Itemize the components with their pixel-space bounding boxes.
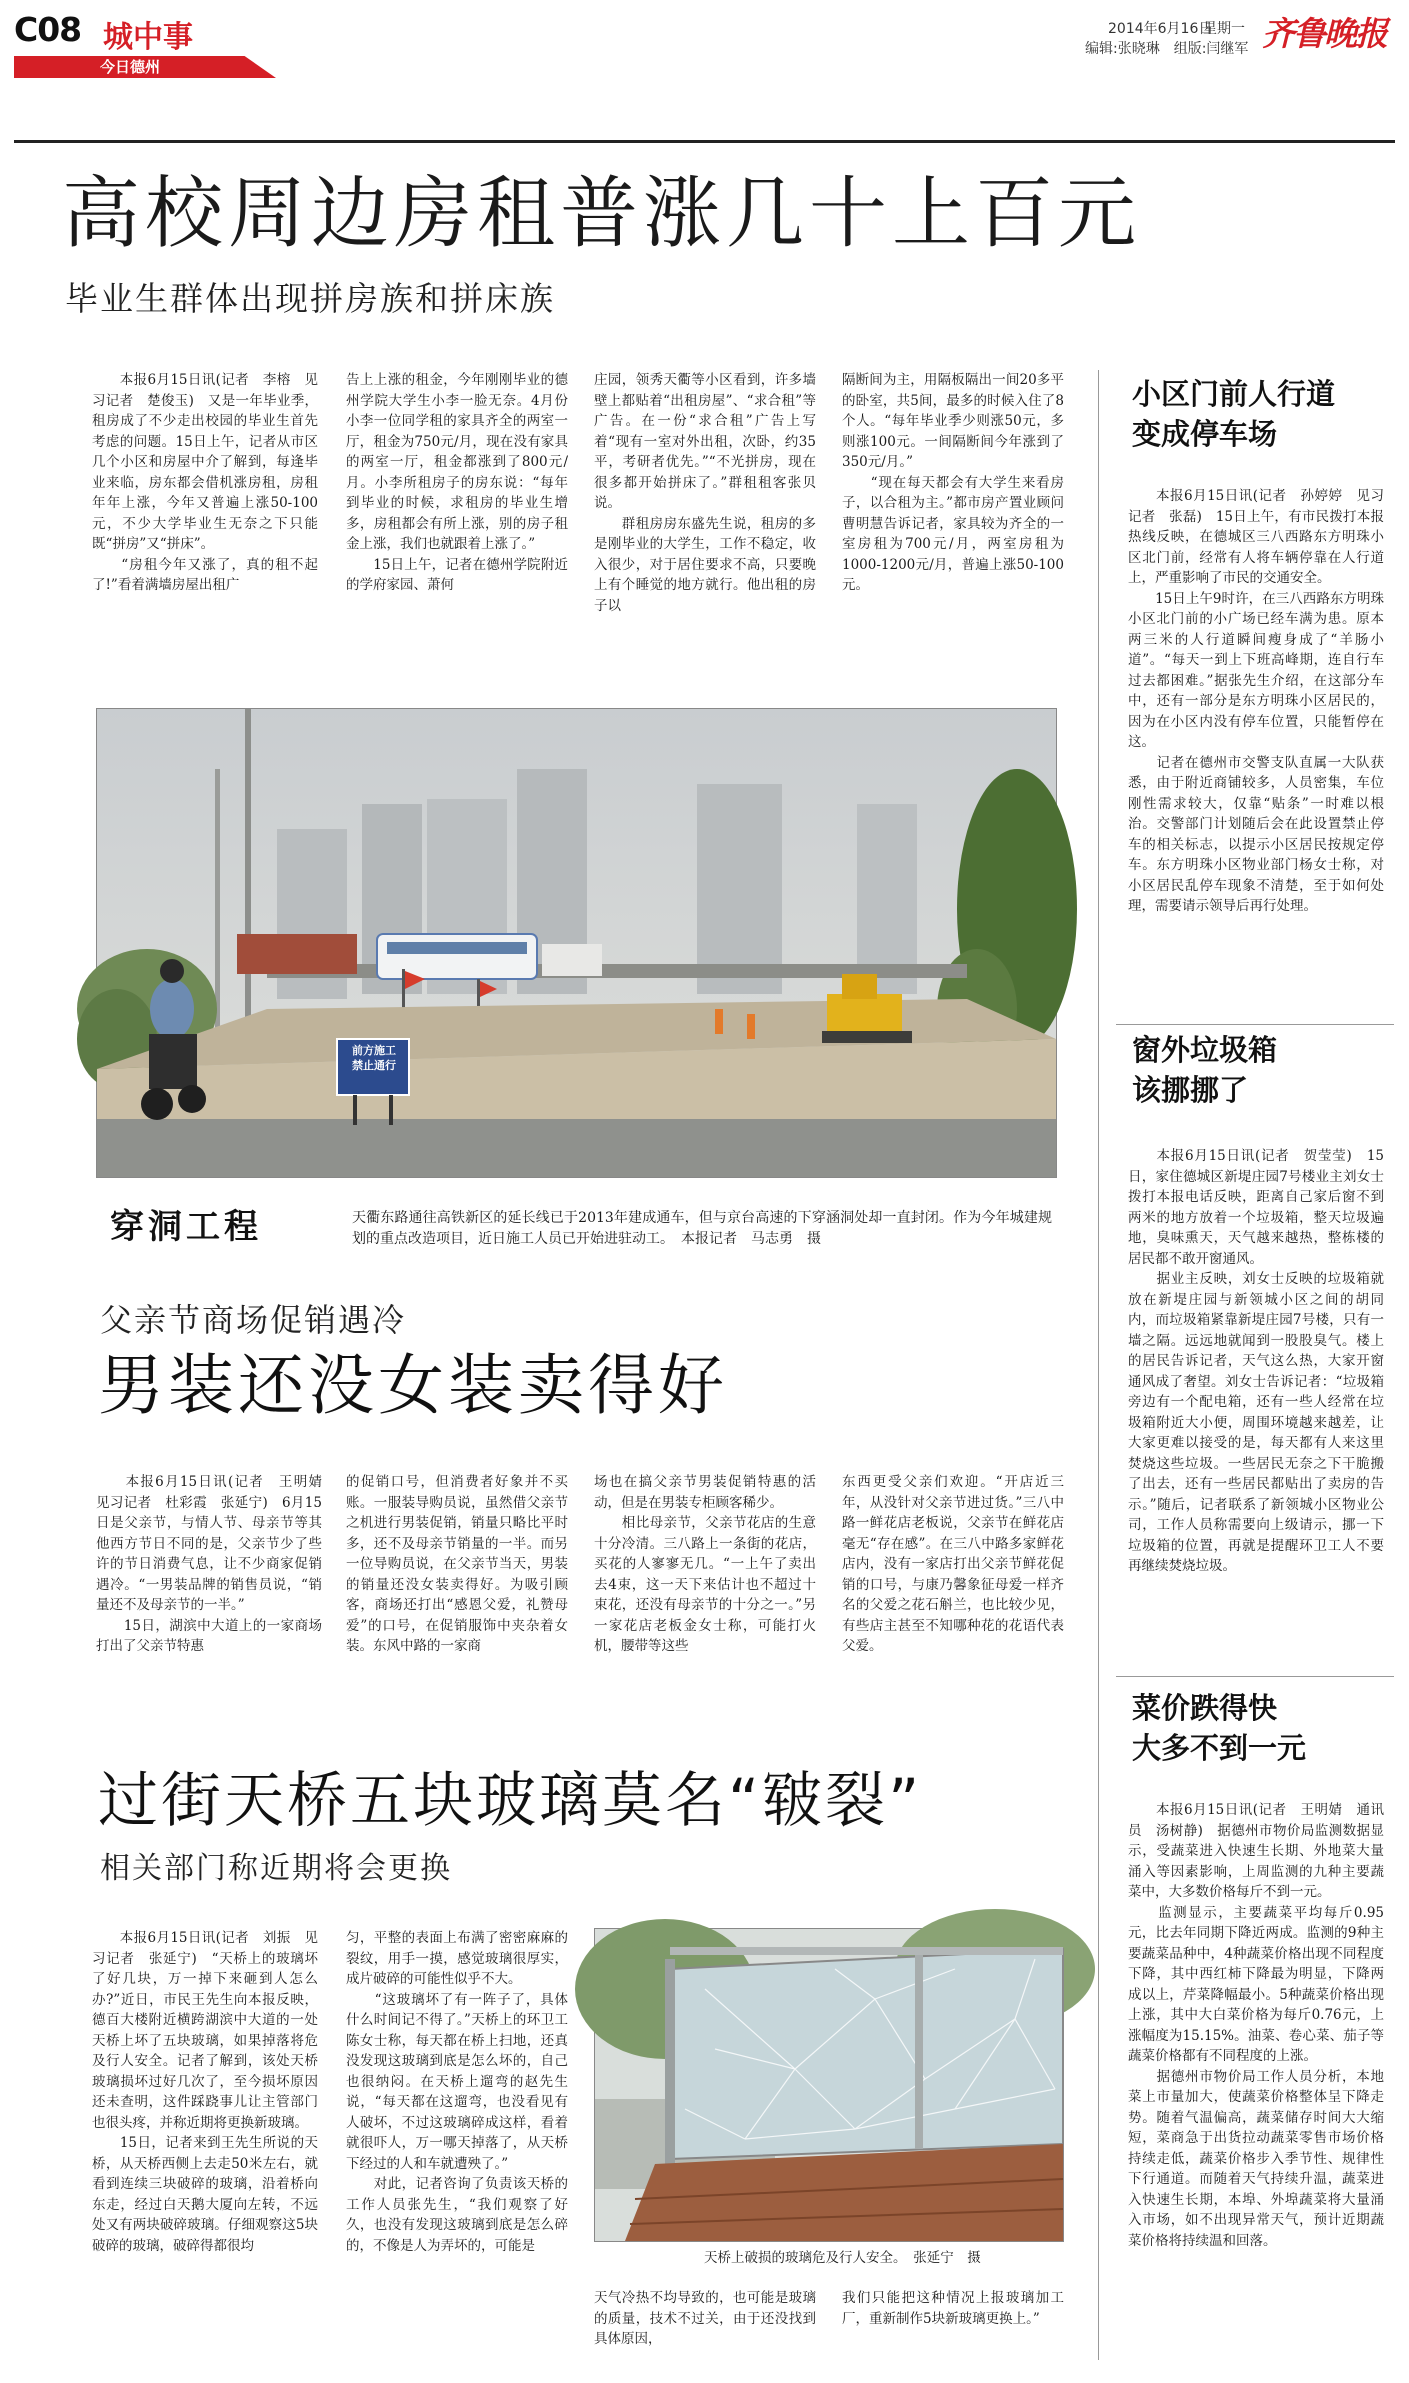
lead-col-3: 庄园，领秀天衢等小区看到，许多墙壁上都贴着“出租房屋”、“求合租”等广告。在一份“求合租”广告上写着“现有一室对外出租，次卧，约35平，考研者优先。”“不光拼房，现在很多都开始拼床了。”群租租客张贝说。 群租房房东盛先生说，租房的多是刚毕业的大学生，工作不稳定，收入很少，对于居住要求不高，只要晚上有个睡觉的地方就行。他出租的房子以 <box>594 372 816 614</box>
story3-subhead: 相关部门称近期将会更换 <box>100 1851 452 1886</box>
story3-col-1: 本报6月15日讯(记者 刘振 见习记者 张延宁) “天桥上的玻璃坏了好几块，万一掉下来砸到人怎么办?”近日，市民王先生向本报反映，德百大楼附近横跨湖滨中大道的一处天桥上坏了五块玻璃，如果掉落将危及行人安全。记者了解到，该处天桥玻璃损坏过好几次了，至今损坏原因还未查明，这件踩跷事儿让主管部门也很头疼，并称近期将更换新玻璃。 15日，记者来到王先生所说的天桥，从天桥西侧上去走50米左右，就看到连续三块破碎的玻璃，沿着桥向东走，经过白天鹅大厦向左转，不远处又有两块破碎玻璃。仔细观察这5块破碎的玻璃，破碎得都很均 <box>92 1930 318 2254</box>
story2-col-3: 场也在搞父亲节男装促销特惠的活动，但是在男装专柜顾客稀少。 相比母亲节，父亲节花店的生意十分冷清。三八路上一条街的花店，买花的人寥寥无几。“一上午了卖出去4束，这一天下来估计也不超过十束花，还没有母亲节的十分之一。”另一家花店老板金女士称，可能打火机，腰带等这些 <box>594 1474 816 1654</box>
subsection-label: 今日德州 <box>100 58 161 76</box>
sidebar-rule-2 <box>1116 1676 1394 1677</box>
sidebar1-body: 本报6月15日讯(记者 孙婷婷 见习记者 张磊) 15日上午，有市民拨打本报热线反映，在德城区三八西路东方明珠小区北门前，经常有人将车辆停靠在人行道上，严重影响了市民的交通安全。 15日上午9时许，在三八西路东方明珠小区北门前的小广场已经车满为患。原本两三米的人行道瞬间瘦身成了“羊肠小道”。“每天一到上下班高峰期，连自行车过去都困难。”据张先生介绍，在这部分车中，还有一部分是东方明珠小区居民的，因为在小区内没有停车位置，只能暂停在这。 记者在德州市交警支队直属一大队获悉，由于附近商铺较多，人员密集，车位刚性需求较大，仅靠“贴条”一时难以根治。交警部门计划随后会在此设置禁止停车的相关标志，以提示小区居民按规定停车。东方明珠小区物业部门杨女士称，对小区居民乱停车现象不清楚，至于如何处理，需要请示领导后再行处理。 <box>1128 488 1384 914</box>
sidebar2-headline: 窗外垃圾箱 该挪挪了 <box>1132 1033 1278 1107</box>
sidebar2-body: 本报6月15日讯(记者 贺莹莹) 15日，家住德城区新堤庄园7号楼业主刘女士拨打本报电话反映，距离自己家后窗不到两米的地方放着一个垃圾箱，整天垃圾遍地，臭味熏天，天气越来越热，整栋楼的居民都不敢开窗通风。 据业主反映，刘女士反映的垃圾箱就放在新堤庄园与新领城小区之间的胡同内，而垃圾箱紧靠新堤庄园7号楼，只有一墙之隔。远远地就闻到一股股臭气。楼上的居民告诉记者，天气这么热，大家开窗通风成了奢望。刘女士告诉记者：“垃圾箱旁边有一个配电箱，还有一些人经常在垃圾箱附近大小便，周围环境越来越差，让大家更难以接受的是，每天都有人来这里焚烧这些垃圾。一些居民无奈之下干脆搬了出去，还有一些居民都贴出了卖房的告示。”随后，记者联系了新领城小区物业公司，工作人员称需要向上级请示，挪一下垃圾箱的位置，再就是提醒环卫工人不要再继续焚烧垃圾。 <box>1128 1148 1384 1574</box>
sidebar3-headline: 菜价跌得快 大多不到一元 <box>1132 1691 1307 1765</box>
lead-headline: 高校周边房租普涨几十上百元 <box>62 169 1142 259</box>
glass-photo-caption: 天桥上破损的玻璃危及行人安全。 张延宁 摄 <box>704 2250 981 2266</box>
editor-credits: 编辑:张晓琳 组版:闫继军 <box>1085 41 1249 57</box>
construction-sign-text: 前方施工 禁止通行 <box>352 1044 396 1072</box>
story2-headline: 男装还没女装卖得好 <box>98 1347 728 1424</box>
construction-photo <box>96 708 1057 1178</box>
story3-col-2: 匀，平整的表面上布满了密密麻麻的裂纹，用手一摸，感觉玻璃很厚实，成片破碎的可能性似乎不大。 “这玻璃坏了有一阵子了，具体什么时间记不得了。”天桥上的环卫工陈女士称，每天都在桥上扫地，还真没发现这玻璃到底是怎么坏的，自己也很纳闷。在天桥上遛弯的赵先生说，“每天都在这遛弯，也没看见有人破坏，不过这玻璃碎成这样，看着就很吓人，万一哪天掉落了，从天桥下经过的人和车就遭殃了。” 对此，记者咨询了负责该天桥的工作人员张先生，“我们观察了好久，也没有发现这玻璃到底是怎么碎的，不像是人为弄坏的，可能是 <box>346 1930 568 2254</box>
story2-col-2: 的促销口号，但消费者好象并不买账。一服装导购员说，虽然借父亲节之机进行男装促销，销量只略比平时多，还不及母亲节销量的一半。而另一位导购员说，在父亲节当天，男装的销量还没女装卖得好。为吸引顾客，商场还打出“感恩父爱，礼赞母爱”的口号，在促销服饰中夹杂着女装。东风中路的一家商 <box>346 1474 568 1654</box>
story3-col-4: 我们只能把这种情况上报玻璃加工厂，重新制作5块新玻璃更换上。” <box>842 2290 1064 2327</box>
lead-col-1: 本报6月15日讯(记者 李榕 见习记者 楚俊玉) 又是一年毕业季，租房成了不少走出校园的毕业生首先考虑的问题。15日上午，记者从市区几个小区和房屋中介了解到，每逢毕业来临，房东都会借机涨房租，房租年年上涨，今年又普遍上涨50-100元，不少大学毕业生无奈之下只能既“拼房”又“拼床”。 “房租今年又涨了，真的租不起了!”看着满墙房屋出租广 <box>92 372 318 593</box>
photo1-caption: 天衢东路通往高铁新区的延长线已于2013年建成通车，但与京台高速的下穿涵洞处却一直封闭。作为今年城建规划的重点改造项目，近日施工人员已开始进驻动工。 本报记者 马志勇 摄 <box>352 1210 1052 1247</box>
issue-weekday: 星期一 <box>1203 21 1245 37</box>
story3-col-3: 天气冷热不均导致的，也可能是玻璃的质量，技术不过关，由于还没找到具体原因， <box>594 2290 816 2347</box>
story2-kicker: 父亲节商场促销遇冷 <box>100 1301 407 1339</box>
lead-col-4: 隔断间为主，用隔板隔出一间20多平的卧室，共5间，最多的时候入住了8个人。“每年毕业季少则涨50元，多则涨100元。一间隔断间今年涨到了350元/月。” “现在每天都会有大学生来看房子，以合租为主。”都市房产置业顾问曹明慧告诉记者，家具较为齐全的一室房租为700元/月，两室房租为1000-1200元/月，普遍上涨50-100元。 <box>842 372 1064 593</box>
lead-subhead: 毕业生群体出现拼房族和拼床族 <box>65 279 555 318</box>
page-code: C08 <box>14 10 82 49</box>
photo1-title: 穿洞工程 <box>110 1207 262 1247</box>
lead-col-2: 告上上涨的租金，今年刚刚毕业的德州学院大学生小李一脸无奈。4月份小李一位同学租的家具齐全的两室一厅，租金为750元/月，现在没有家具的两室一厅，租金都涨到了800元/月。小李所租房子的房东说：“每年到毕业的时候，求租房的毕业生增多，房租都会有所上涨，别的房子租金上涨，我们也就跟着上涨了。” 15日上午，记者在德州学院附近的学府家园、萧何 <box>346 372 568 593</box>
story2-col-1: 本报6月15日讯(记者 王明婧 见习记者 杜彩霞 张延宁) 6月15日是父亲节，与情人节、母亲节等其他西方节日不同的是，父亲节少了些许的节日消费气息，让不少商家促销遇冷。“一男装品牌的销售员说，“销量还不及母亲节的一半。” 15日，湖滨中大道上的一家商场打出了父亲节特惠 <box>96 1474 322 1654</box>
sidebar3-body: 本报6月15日讯(记者 王明婧 通讯员 汤树静) 据德州市物价局监测数据显示，受蔬菜进入快速生长期、外地菜大量涌入等因素影响，上周监测的九种主要蔬菜中，大多数价格每斤不到一元。 监测显示，主要蔬菜平均每斤0.95元，比去年同期下降近两成。监测的9种主要蔬菜品种中，4种蔬菜价格出现不同程度下降，其中西红柿下降最为明显，下降两成以上，芹菜降幅最小。5种蔬菜价格出现上涨，其中大白菜价格为每斤0.76元，上涨幅度为15.15%。油菜、卷心菜、茄子等蔬菜价格都有不同程度的上涨。 据德州市物价局工作人员分析，本地菜上市量加大，使蔬菜价格整体呈下降走势。随着气温偏高，蔬菜储存时间大大缩短，菜商急于出货拉动蔬菜零售市场价格持续走低，蔬菜价格步入季节性、规律性下行通道。而随着天气持续升温，蔬菜进入快速生长期，本埠、外埠蔬菜将大量涌入市场，如不出现异常天气，预计近期蔬菜价格将持续温和回落。 <box>1128 1802 1384 2249</box>
issue-date: 2014年6月16日 <box>1108 21 1213 37</box>
sidebar-divider <box>1098 370 1099 2360</box>
section-title: 城中事 <box>103 20 193 55</box>
sidebar1-headline: 小区门前人行道 变成停车场 <box>1132 377 1336 451</box>
masthead-logo: 齐鲁晚报 <box>1262 14 1386 53</box>
header-rule <box>14 140 1395 143</box>
cracked-glass-photo <box>594 1928 1064 2242</box>
story3-headline: 过街天桥五块玻璃莫名“皲裂” <box>98 1766 923 1836</box>
story2-col-4: 东西更受父亲们欢迎。“开店近三年，从没针对父亲节进过货。”三八中路一鲜花店老板说，父亲节在鲜花店毫无“存在感”。在三八中路多家鲜花店内，没有一家店打出父亲节鲜花促销的口号，与康乃馨象征母爱一样齐名的父爱之花石斛兰，也比较少见，有些店主甚至不知哪种花的花语代表父爱。 <box>842 1474 1064 1654</box>
sidebar-rule-1 <box>1116 1024 1394 1025</box>
